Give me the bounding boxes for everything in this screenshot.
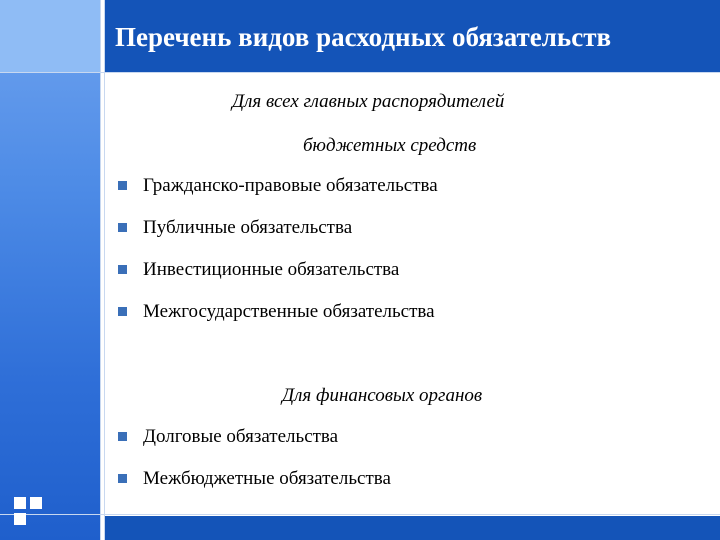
list-item-label: Инвестиционные обязательства <box>143 259 400 280</box>
decor-horizontal-line <box>0 72 720 73</box>
list-item <box>118 175 438 197</box>
list-item-label: Долговые обязательства <box>143 426 339 447</box>
list-item <box>118 259 399 281</box>
list-item <box>118 426 338 448</box>
square-bullet-icon <box>118 474 127 483</box>
list-item <box>118 301 435 323</box>
square-bullet-icon <box>118 265 127 274</box>
list-item-label: Гражданско-правовые обязательства <box>143 175 438 196</box>
logo-square <box>30 497 42 509</box>
list-item-label: Публичные обязательства <box>143 217 353 238</box>
decor-horizontal-line <box>0 514 720 515</box>
left-decor-band <box>0 0 100 540</box>
square-bullet-icon <box>118 432 127 441</box>
square-bullet-icon <box>118 181 127 190</box>
logo-square <box>14 513 26 525</box>
square-bullet-icon <box>118 223 127 232</box>
list-item <box>118 217 352 239</box>
bottom-bar <box>105 516 720 540</box>
logo-square <box>14 497 26 509</box>
decor-vertical-line <box>104 0 105 540</box>
section1-heading-line2: бюджетных средств <box>303 135 477 156</box>
decor-vertical-line <box>100 0 101 540</box>
square-bullet-icon <box>118 307 127 316</box>
list-item <box>118 468 391 490</box>
left-decor-top-block <box>0 0 100 72</box>
list-item-label: Межбюджетные обязательства <box>143 468 391 489</box>
section1-heading-line1: Для всех главных распорядителей <box>232 91 505 112</box>
list-item-label: Межгосударственные обязательства <box>143 301 435 322</box>
slide-title: Перечень видов расходных обязательств <box>115 22 612 52</box>
section2-heading: Для финансовых органов <box>282 385 483 406</box>
